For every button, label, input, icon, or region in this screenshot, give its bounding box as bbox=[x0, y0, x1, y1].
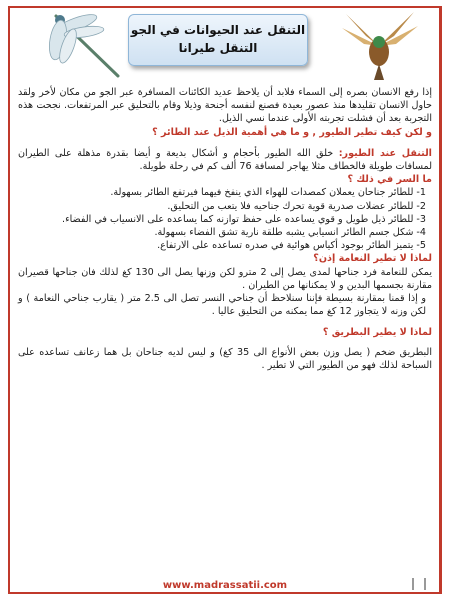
section-birds-paragraph bbox=[18, 147, 432, 173]
section-birds-text: خلق الله الطيور بأحجام و أشكال بديعة و أيضا بقدرة مذهلة على الطيران لمسافات طويلة فالخطاف مثلا يهاجر لمسافة 76 ألف كم في رحلة طويلة. bbox=[18, 147, 432, 173]
page-border-rule bbox=[439, 6, 440, 594]
page-title: التنقل عند الحيوانات في الجو bbox=[130, 23, 306, 37]
page-subtitle: التنقل طيرانا bbox=[178, 41, 258, 55]
footer-decoration bbox=[412, 578, 426, 590]
section-birds-heading: التنقل عند الطيور: bbox=[338, 147, 432, 159]
ostrich-paragraph-2: و إذا قمنا بمقارنة بسيطة فإننا سنلاحظ أن جناحي النسر تصل الى 2.5 متر ( يقارب جناحي النعامة ) و لكن وزنه لا يتجاوز 12 كغ مما يمكنه من التحليق عاليا . bbox=[18, 293, 426, 318]
secret-heading: ما السر في ذلك ؟ bbox=[347, 174, 432, 186]
question-ostrich: لماذا لا تطير النعامة إذن؟ bbox=[313, 253, 432, 265]
list-item: 5- يتميز الطائر بوجود أكياس هوائية في صدره تساعده على الارتفاع. bbox=[157, 240, 426, 252]
bird-image bbox=[336, 6, 422, 84]
list-item: 3- للطائر ذيل طويل و قوي يساعده على حفظ توازنه كما يساعده على الانسياب في الفضاء. bbox=[62, 213, 426, 225]
list-item: 4- شكل جسم الطائر انسيابي يشبه طلقة نارية تشق الفضاء بسهولة. bbox=[154, 227, 426, 239]
dragonfly-image bbox=[48, 10, 128, 82]
ostrich-paragraph-1: يمكن للنعامة فرد جناحها لمدى يصل إلى 2 مترو لكن وزنها يصل الى 130 كغ لذلك فان جناحها قصيران مقارنة بجسمها البدين و لا يمكنانها من الطيران . bbox=[18, 266, 433, 291]
question-penguin: لماذا لا يطير البطريق ؟ bbox=[322, 327, 432, 339]
title-box bbox=[128, 14, 308, 66]
question-how-birds-fly: و لكن كيف تطير الطيور , و ما هي أهمية الذيل عند الطائر ؟ bbox=[152, 126, 432, 138]
list-item: 2- للطائر عضلات صدرية قوية تحرك جناحيه فلا يتعب من التحليق. bbox=[167, 200, 426, 212]
lesson-content bbox=[18, 86, 432, 372]
footer-website: www.madrassatii.com bbox=[162, 580, 288, 591]
penguin-paragraph: البطريق ضخم ( يصل وزن بعض الأنواع الى 35 كغ) و ليس لديه جناحان بل هما زعانف تساعده على السباحة لذلك فهو من الطيور التي لا تطير . bbox=[18, 346, 432, 371]
intro-paragraph: إذا رفع الانسان بصره إلى السماء فلابد أن يلاحظ عديد الكائنات المسافرة عبر الجو من مكان لأخر ولقد حاول الانسان تقليدها منذ عصور بعيدة فصنع لنفسه أجنحة وذيلا وقام بالتحليق عبر المرتفعات. نجحت هذه التجربة بعد أن فشلت تجربته الأولى عندما نسي الذيل. bbox=[18, 87, 432, 125]
list-item: 1- للطائر جناحان يعملان كمصدات للهواء الذي ينفخ فيهما فيرتفع الطائر بسهولة. bbox=[110, 187, 426, 199]
